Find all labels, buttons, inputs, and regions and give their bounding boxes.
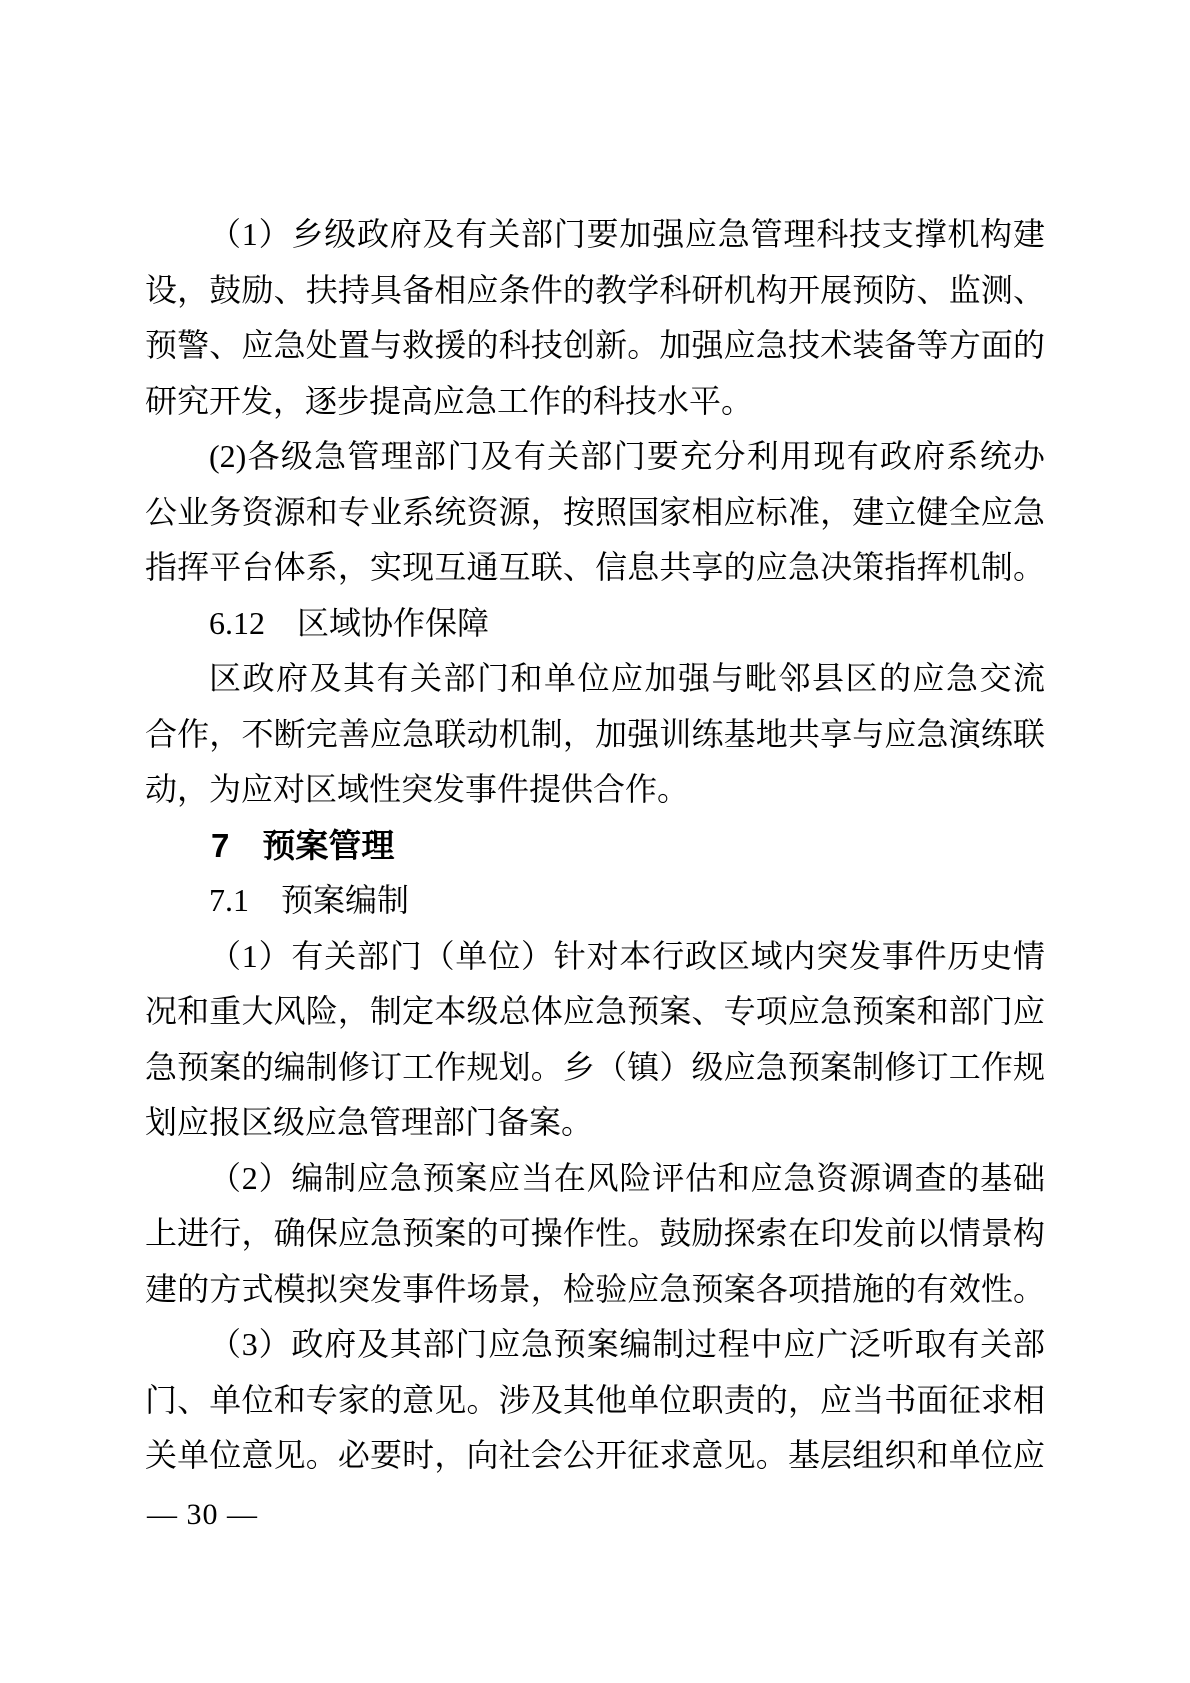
body-line: 合作，不断完善应急联动机制，加强训练基地共享与应急演练联 <box>145 715 1045 752</box>
body-line: 划应报区级应急管理部门备案。 <box>145 1104 594 1140</box>
body-line: 设，鼓励、扶持具备相应条件的教学科研机构开展预防、监测、 <box>145 271 1045 308</box>
body-line: 上进行，确保应急预案的可操作性。鼓励探索在印发前以情景构 <box>145 1215 1045 1251</box>
body-line: 急预案的编制修订工作规划。乡（镇）级应急预案制修订工作规 <box>145 1048 1045 1085</box>
body-line: （3）政府及其部门应急预案编制过程中应广泛听取有关部 <box>209 1326 1045 1362</box>
chapter-heading-7: 7 预案管理 <box>211 826 395 864</box>
body-line: 动，为应对区域性突发事件提供合作。 <box>145 771 690 807</box>
body-line: 况和重大风险，制定本级总体应急预案、专项应急预案和部门应 <box>145 993 1045 1029</box>
body-line: 公业务资源和专业系统资源，按照国家相应标准，建立健全应急 <box>145 493 1045 530</box>
section-heading-7-1: 7.1 预案编制 <box>209 882 410 918</box>
body-line: 关单位意见。必要时，向社会公开征求意见。基层组织和单位应 <box>145 1437 1045 1473</box>
section-heading-6-12: 6.12 区域协作保障 <box>209 604 490 641</box>
body-line: 区政府及其有关部门和单位应加强与毗邻县区的应急交流 <box>209 660 1045 696</box>
document-text-block <box>145 207 1045 1484</box>
body-line: （2）编制应急预案应当在风险评估和应急资源调查的基础 <box>209 1159 1045 1196</box>
body-line: 建的方式模拟突发事件场景，检验应急预案各项措施的有效性。 <box>145 1270 1045 1307</box>
page-number: — 30 — <box>147 1498 258 1531</box>
body-line: （1）乡级政府及有关部门要加强应急管理科技支撑机构建 <box>209 216 1045 252</box>
body-line: （1）有关部门（单位）针对本行政区域内突发事件历史情 <box>209 937 1045 974</box>
body-line: 门、单位和专家的意见。涉及其他单位职责的，应当书面征求相 <box>145 1381 1045 1418</box>
body-line: (2)各级急管理部门及有关部门要充分利用现有政府系统办 <box>209 438 1045 474</box>
body-line: 预警、应急处置与救援的科技创新。加强应急技术装备等方面的 <box>145 327 1045 363</box>
body-line: 研究开发，逐步提高应急工作的科技水平。 <box>145 382 754 419</box>
body-line: 指挥平台体系，实现互通互联、信息共享的应急决策指挥机制。 <box>145 549 1045 585</box>
